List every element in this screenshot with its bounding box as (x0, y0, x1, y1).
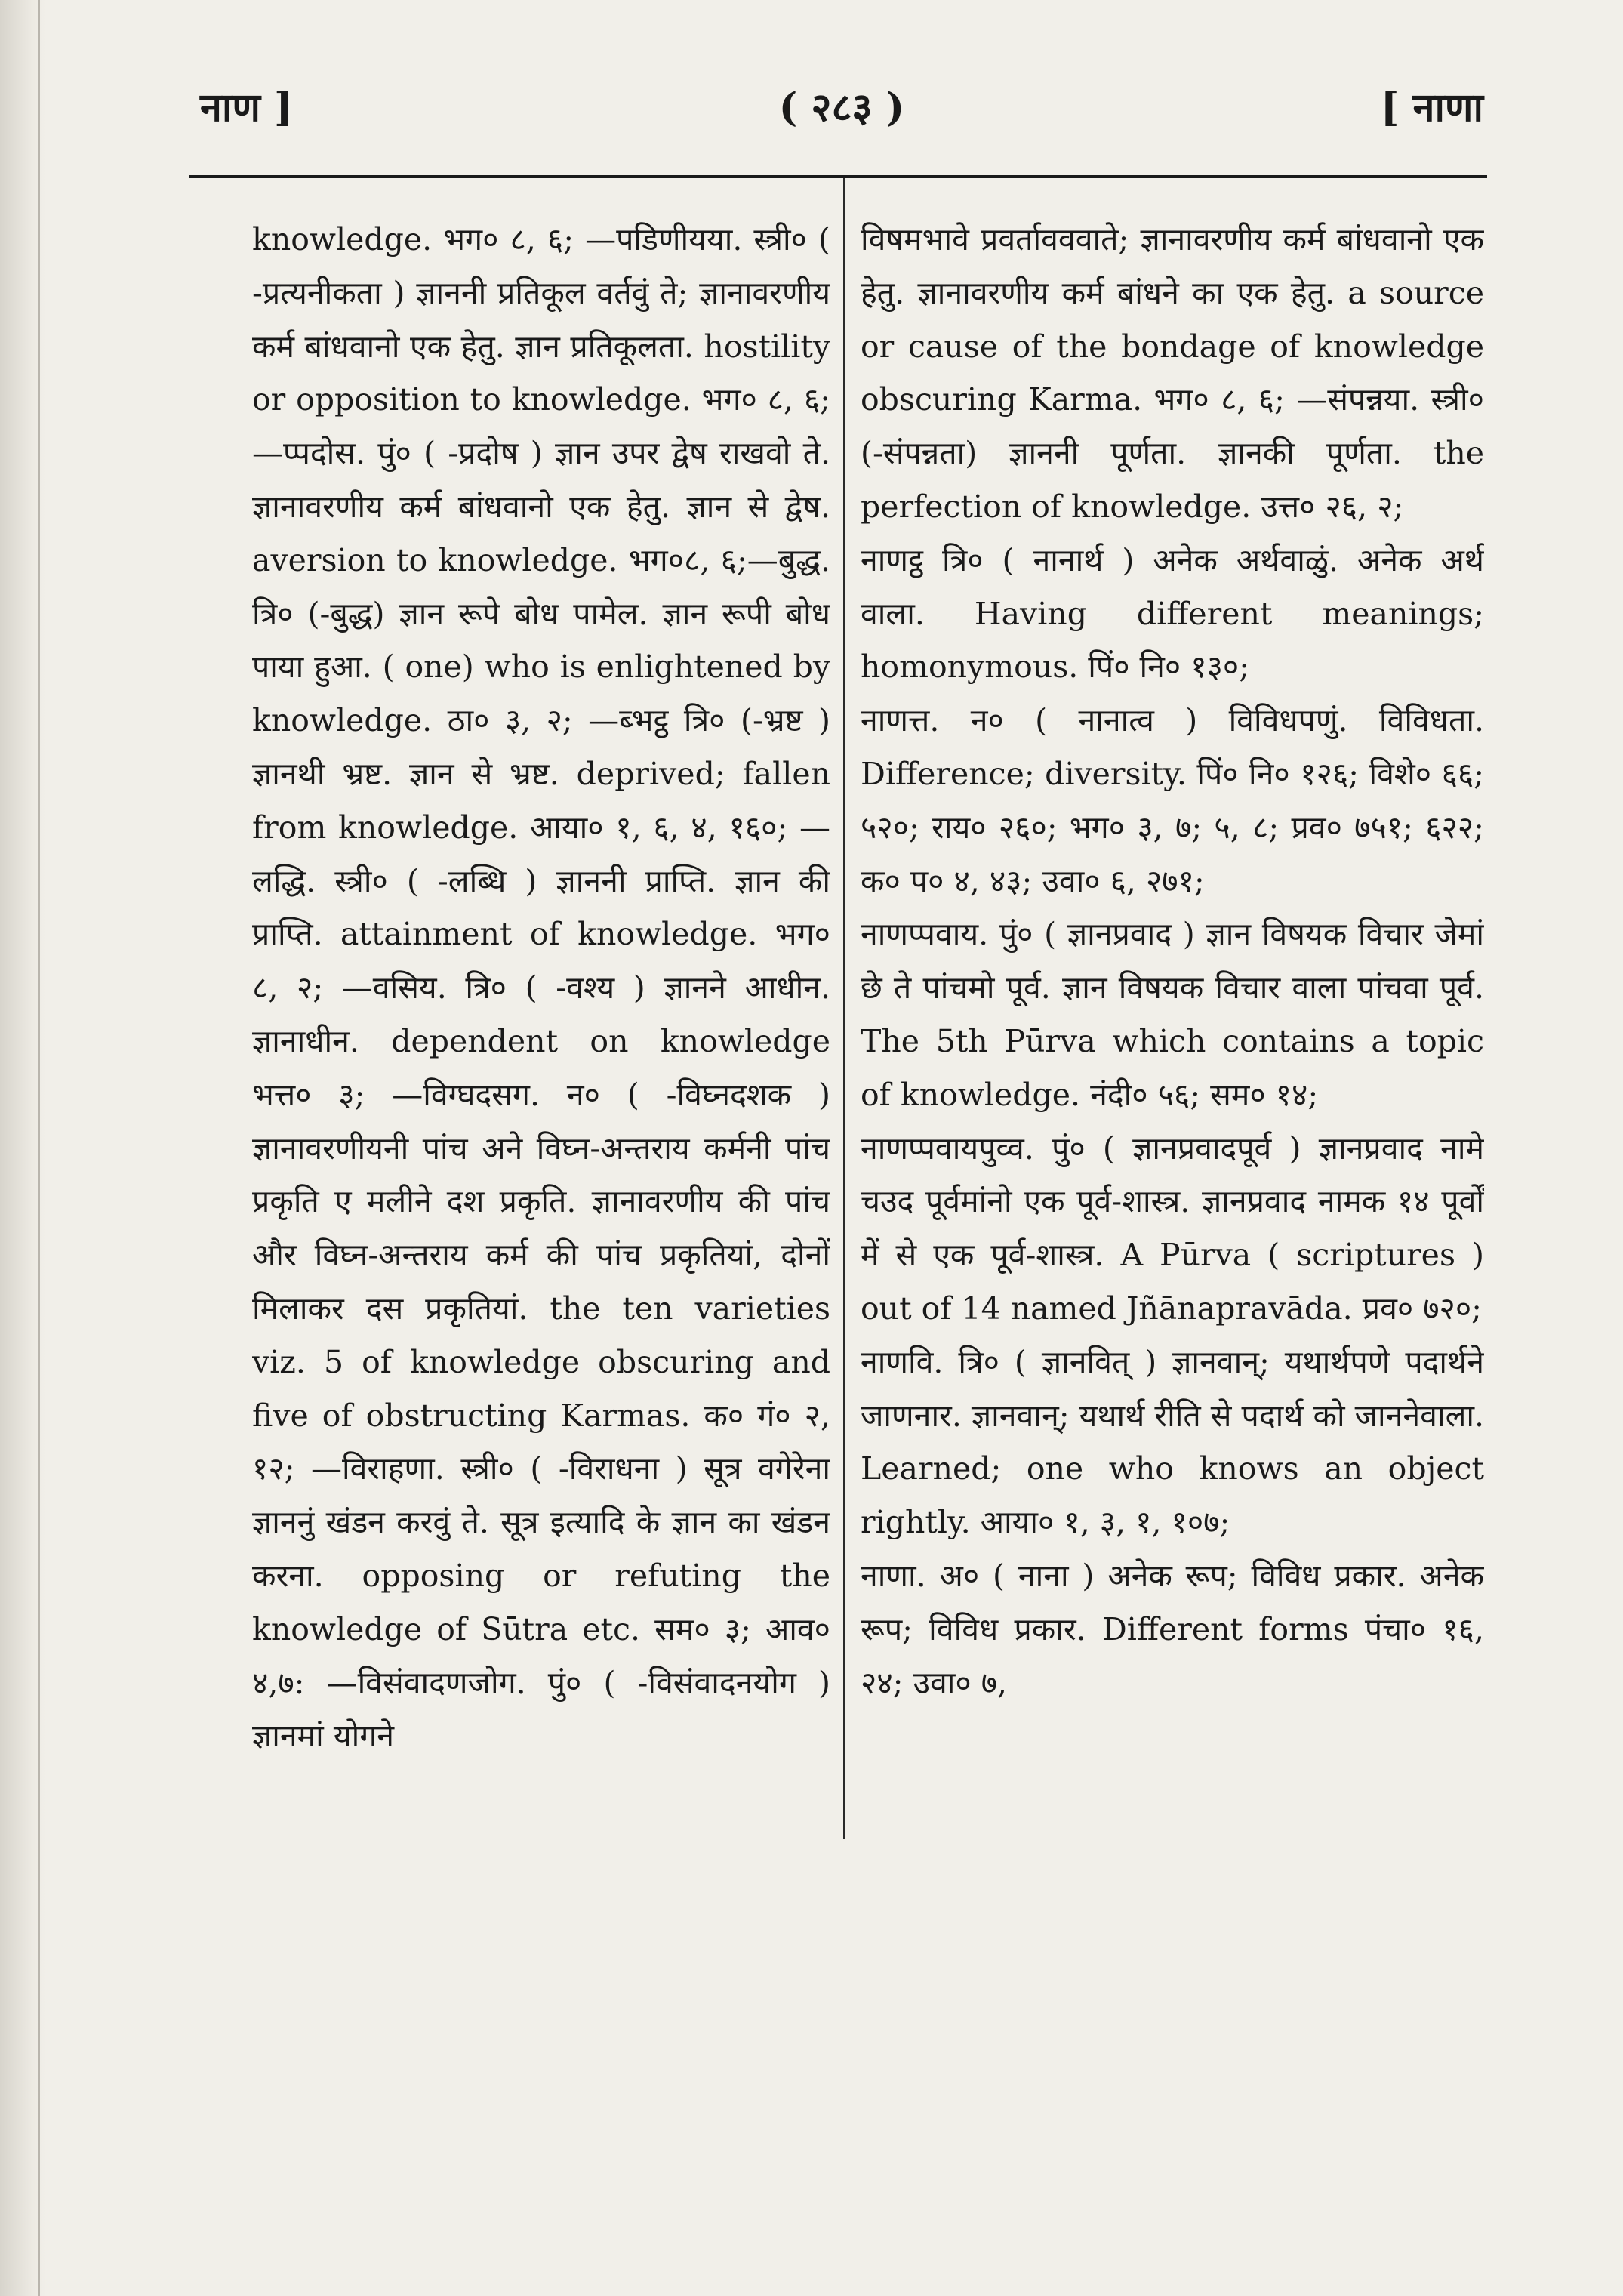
entry-nana: नाणा. अ० ( नाना ) अनेक रूप; विविध प्रकार. अनेक रूप; विविध प्रकार. Different forms पंचा० १६, २४; उवा० ७, (861, 1557, 1484, 1701)
right-column (861, 213, 1484, 1859)
entry-nanappavaya: नाणप्पवाय. पुं० ( ज्ञानप्रवाद ) ज्ञान विषयक विचार जेमां छे ते पांचमो पूर्व. ज्ञान विषयक विचार वाला पांचवा पूर्व. The 5th Pūrva which contains a topic of knowledge. नंदी० ५६; सम० १४; (861, 916, 1484, 1113)
entry-nanavi: नाणवि. त्रि० ( ज्ञानवित् ) ज्ञानवान्; यथार्थपणे पदार्थने जाणनार. ज्ञानवान्; यथार्थ रीति से पदार्थ को जाननेवाला. Learned; one who knows an object rightly. आया० १, ३, १, १०७; (861, 1343, 1484, 1541)
page-number: ( २८३ ) (778, 85, 905, 131)
page-header (200, 79, 1483, 140)
entry-nanattha: नाणट्ठ त्रि० ( नानार्थ ) अनेक अर्थवाळुं. अनेक अर्थ वाला. Having different meanings; homonymous. पिं० नि० १३०; (861, 541, 1484, 686)
entry-nanatta: नाणत्त. न० ( नानात्व ) विविधपणुं. विविधता. Difference; diversity. पिं० नि० १२६; विशे० ६६; ५२०; राय० २६०; भग० ३, ७; ५, ८; प्रव० ७५१; ६२२; क० प० ४, ४३; उवा० ६, २७१; (861, 702, 1484, 899)
gutter-line (38, 0, 40, 2296)
header-rule (189, 175, 1487, 178)
entry-nanappavayapuvva: नाणप्पवायपुव्व. पुं० ( ज्ञानप्रवादपूर्व ) ज्ञानप्रवाद नामे चउद पूर्वमांनो एक पूर्व-शास्त्र. ज्ञानप्रवाद नामक १४ पूर्वों में से एक पूर्व-शास्त्र. A Pūrva ( scriptures ) out of 14 named Jñānapravāda. प्रव० ७२०; (861, 1130, 1484, 1327)
left-column (252, 213, 830, 1859)
header-right-guide-word: [ नाणा (1380, 85, 1483, 131)
entry-continuation: विषमभावे प्रवर्तावववाते; ज्ञानावरणीय कर्म बांधवानो एक हेतु. ज्ञानावरणीय कर्म बांधने का एक हेतु. a source or cause of the bondage of knowledge obscuring Karma. भग० ८, ६; —संपन्नया. स्त्री० (-संपन्नता) ज्ञाननी पूर्णता. ज्ञानकी पूर्णता. the perfection of knowledge. उत्त० २६, २; (861, 221, 1484, 525)
column-divider (843, 178, 845, 1839)
entry-continuation: knowledge. भग० ८, ६; —पडिणीयया. स्त्री० ( -प्रत्यनीकता ) ज्ञाननी प्रतिकूल वर्तवुं ते; ज्ञानावरणीय कर्म बांधवानो एक हेतु. ज्ञान प्रतिकूलता. hostility or opposition to knowledge. भग० ८, ६; —प्पदोस. पुं० ( -प्रदोष ) ज्ञान उपर द्वेष राखवो ते. ज्ञानावरणीय कर्म बांधवानो एक हेतु. ज्ञान से द्वेष. aversion to knowledge. भग०८, ६;—बुद्ध. त्रि० (-बुद्ध) ज्ञान रूपे बोध पामेल. ज्ञान रूपी बोध पाया हुआ. ( one) who is enlightened by knowledge. ठा० ३, २; —ब्भट्ठ त्रि० (-भ्रष्ट ) ज्ञानथी भ्रष्ट. ज्ञान से भ्रष्ट. deprived; fallen from knowledge. आया० १, ६, ४, १६०; —लद्धि. स्त्री० ( -लब्धि ) ज्ञाननी प्राप्ति. ज्ञान की प्राप्ति. attainment of knowledge. भग० ८, २; —वसिय. त्रि० ( -वश्य ) ज्ञानने आधीन. ज्ञानाधीन. dependent on knowledge भत्त० ३; —विग्घदसग. न० ( -विघ्नदशक ) ज्ञानावरणीयनी पांच अने विघ्न-अन्तराय कर्मनी पांच प्रकृति ए मलीने दश प्रकृति. ज्ञानावरणीय की पांच और विघ्न-अन्तराय कर्म की पांच प्रकृतियां, दोनों मिलाकर दस प्रकृतियां. the ten varieties viz. 5 of knowledge obscuring and five of obstructing Karmas. क० गं० २, १२; —विराहणा. स्त्री० ( -विराधना ) सूत्र वगेरेना ज्ञाननुं खंडन करवुं ते. सूत्र इत्यादि के ज्ञान का खंडन करना. opposing or refuting the knowledge of Sūtra etc. सम० ३; आव० ४,७: —विसंवादणजोग. पुं० ( -विसंवादनयोग ) ज्ञानमां योगने (252, 221, 830, 1755)
header-left-guide-word: नाण ] (200, 85, 293, 131)
